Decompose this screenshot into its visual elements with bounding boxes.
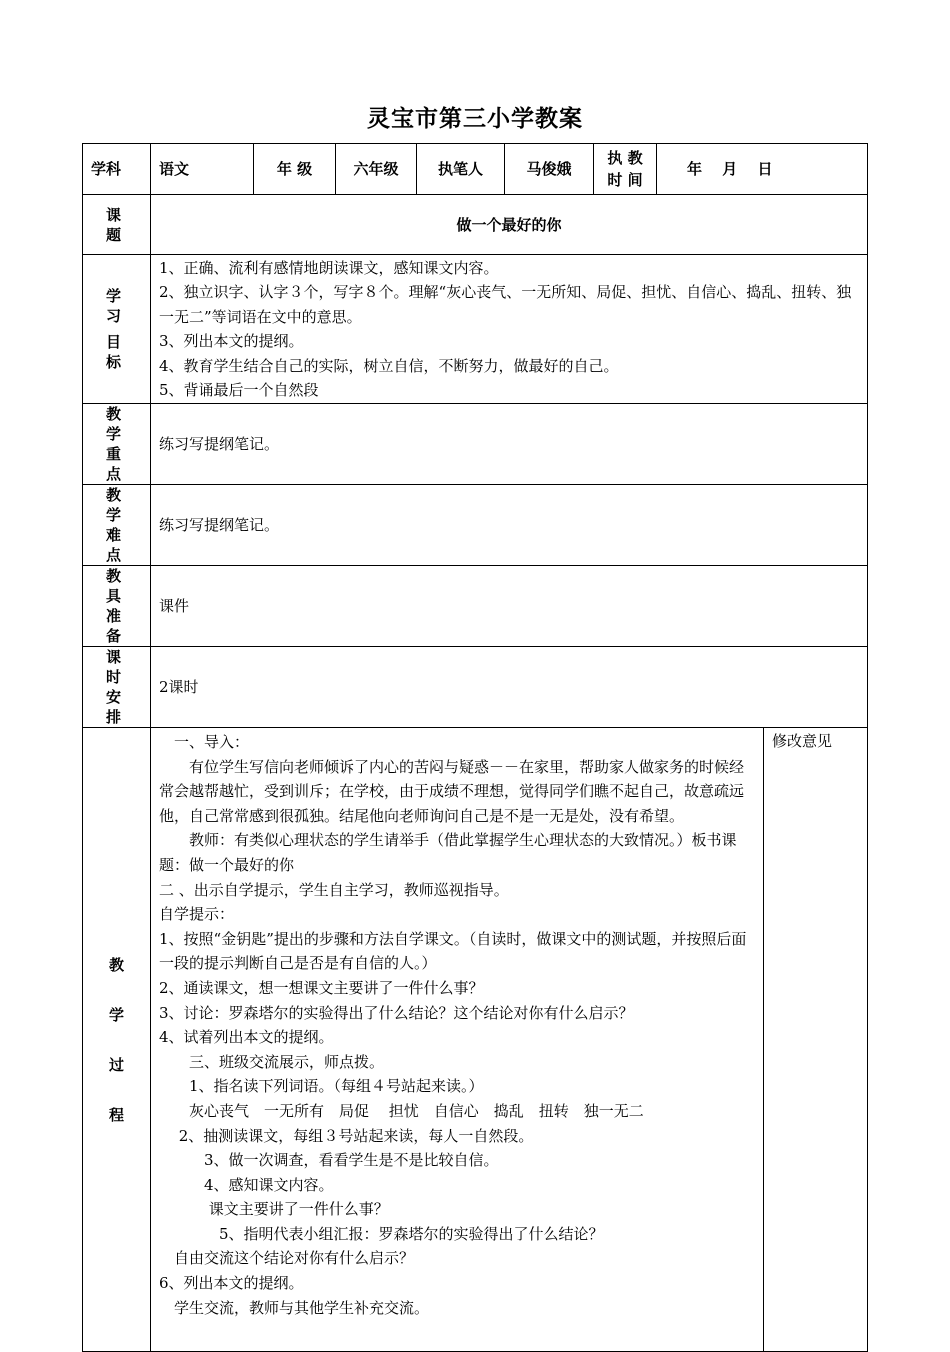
page-title: 灵宝市第三小学教案	[367, 105, 583, 132]
process-label-char: 学	[108, 1005, 124, 1024]
process-line: 有位学生写信向老师倾诉了内心的苦闷与疑惑－－在家里，帮助家人做家务的时候经常会越帮越忙，受到训斥；在学校，由于成绩不理想，觉得同学们瞧不起自己，故意疏远他，自己常常感到很孤独。结尾他向老师询问自己是不是一无是处，没有希望。	[159, 757, 745, 825]
process-line: 教师：有类似心理状态的学生请举手（借此掌握学生心理状态的大致情况。）板书课题：做一个最好的你	[159, 831, 737, 874]
teach-time-label-line-2: 时 间	[607, 171, 643, 189]
schedule-label	[83, 647, 151, 728]
header-row	[83, 144, 868, 195]
key-points-label-line-1: 教 学	[105, 405, 127, 443]
process-content	[151, 728, 764, 1352]
goal-item: 5、背诵最后一个自然段	[159, 381, 319, 399]
goals-content	[151, 255, 868, 404]
author-label: 执笔人	[417, 144, 505, 195]
process-line: 课文主要讲了一件什么事？	[159, 1200, 389, 1219]
materials-label-line-1: 教 具	[105, 567, 127, 605]
materials-label-line-2: 准 备	[105, 607, 127, 645]
process-line: 1、指名读下列词语。（每组４号站起来读。）	[159, 1077, 484, 1096]
grade-value: 六年级	[336, 144, 417, 195]
process-line: 1、按照“金钥匙”提出的步骤和方法自学课文。（自读时，做课文中的测试题，并按照后面一段的提示判断自己是否是有自信的人。）	[159, 929, 747, 973]
subject-value: 语文	[151, 144, 254, 195]
process-label-char: 教	[108, 955, 124, 974]
subject-label: 学科	[83, 144, 151, 195]
key-points-row	[83, 404, 868, 485]
process-line: 2、通读课文，想一想课文主要讲了一件什么事？	[159, 978, 484, 997]
goals-row	[83, 255, 868, 404]
teach-time-label-line-1: 执 教	[607, 149, 643, 167]
topic-label: 课 题	[83, 195, 151, 255]
topic-value: 做一个最好的你	[151, 195, 868, 255]
author-value: 马俊娥	[505, 144, 594, 195]
process-line: 3、做一次调查，看看学生是不是比较自信。	[159, 1151, 499, 1170]
process-line: 4、感知课文内容。	[159, 1175, 334, 1194]
lesson-plan-table	[82, 143, 868, 1352]
goal-item: 1、正确、流利有感情地朗读课文，感知课文内容。	[159, 258, 499, 277]
process-line: 二 、出示自学提示，学生自主学习，教师巡视指导。	[159, 880, 509, 899]
process-line: 一、导入：	[159, 733, 250, 751]
process-line: 4、试着列出本文的提纲。	[159, 1028, 334, 1047]
process-label-char: 过	[108, 1055, 124, 1074]
goals-label	[83, 255, 151, 404]
grade-label: 年 级	[254, 144, 336, 195]
process-line: 2、抽测读课文，每组３号站起来读，每人一自然段。	[159, 1126, 534, 1145]
teach-time-label	[594, 144, 657, 195]
goal-item: 3、列出本文的提纲。	[159, 332, 304, 350]
process-row	[83, 728, 868, 1352]
process-line: 自学提示：	[159, 905, 235, 924]
goal-item: 2、独立识字、认字３个，写字８个。理解“灰心丧气、一无所知、局促、担忧、自信心、捣乱、扭转、独一无二”等词语在文中的意思。	[159, 283, 852, 326]
materials-label	[83, 566, 151, 647]
process-line: 学生交流，教师与其他学生补充交流。	[159, 1298, 430, 1317]
process-label	[83, 728, 151, 1352]
process-line: 6、列出本文的提纲。	[159, 1274, 304, 1293]
date-value: 年 月 日	[657, 144, 868, 195]
goals-label-line-1: 学 习	[105, 287, 127, 325]
process-label-char: 程	[108, 1105, 124, 1124]
schedule-label-line-2: 安 排	[105, 688, 127, 726]
materials-row	[83, 566, 868, 647]
process-line: 三、班级交流展示，师点拨。	[159, 1052, 385, 1071]
process-line: 自由交流这个结论对你有什么启示？	[159, 1249, 415, 1268]
key-points-value: 练习写提纲笔记。	[151, 404, 868, 485]
goals-label-line-2: 目 标	[105, 333, 127, 371]
materials-value: 课件	[151, 566, 868, 647]
topic-row	[83, 195, 868, 255]
process-line: 灰心丧气 一无所有 局促 担忧 自信心 捣乱 扭转 独一无二	[159, 1101, 644, 1120]
difficulties-row	[83, 485, 868, 566]
difficulties-label	[83, 485, 151, 566]
process-line: 5、指明代表小组汇报：罗森塔尔的实验得出了什么结论？	[159, 1224, 604, 1243]
difficulties-label-line-2: 难 点	[105, 526, 127, 564]
key-points-label-line-2: 重 点	[105, 445, 127, 483]
process-line: 3、讨论：罗森塔尔的实验得出了什么结论？这个结论对你有什么启示？	[159, 1003, 634, 1022]
goal-item: 4、教育学生结合自己的实际，树立自信，不断努力，做最好的自己。	[159, 356, 619, 375]
schedule-label-line-1: 课 时	[105, 648, 127, 686]
difficulties-label-line-1: 教 学	[105, 486, 127, 524]
schedule-value: 2课时	[151, 647, 868, 728]
key-points-label	[83, 404, 151, 485]
schedule-row	[83, 647, 868, 728]
difficulties-value: 练习写提纲笔记。	[151, 485, 868, 566]
revision-notes: 修改意见	[764, 728, 868, 1352]
